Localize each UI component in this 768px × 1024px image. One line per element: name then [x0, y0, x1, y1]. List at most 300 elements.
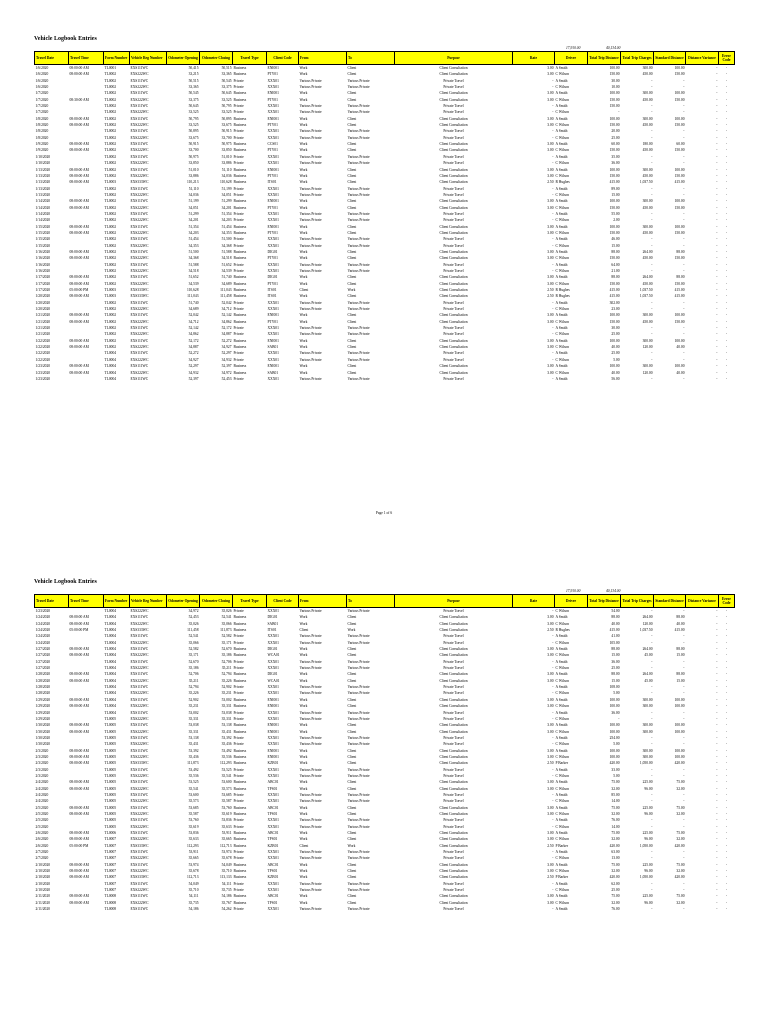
cell-purpose: Private Travel [443, 685, 464, 690]
cell-purpose: Client Consultation [439, 224, 468, 229]
cell-total-trip-distance: 60.00 [611, 142, 620, 147]
cell-travel-type: Private [233, 161, 244, 166]
cell-driver: A Smith [555, 129, 568, 134]
cell-error-code: - [725, 894, 728, 899]
cell-total-trip-distance: 88.00 [611, 249, 620, 254]
cell-total-trip-distance: 25.00 [611, 666, 620, 671]
cell-error-code: - [725, 875, 728, 880]
cell-vehicle-reg-number: EXS111WC [130, 881, 149, 886]
cell-from: Various Private [299, 640, 322, 645]
cell-error-code: - [725, 900, 728, 905]
cell-odometer-opening: 34,712 [188, 319, 199, 324]
cell-travel-date: 1/8/2020 [35, 123, 49, 128]
cell-odometer-closing: 34,689 [221, 281, 232, 286]
cell-vehicle-reg-number: EXS222WC [130, 135, 149, 140]
cell-form-number: TL0007 [104, 881, 117, 886]
cell-odometer-opening: 50,975 [188, 154, 199, 159]
cell-total-trip-charges: - [651, 850, 653, 855]
cell-purpose: Client Consultation [439, 900, 468, 905]
cell-rate: 2.50 [547, 843, 554, 848]
cell-client-code: XXX01 [267, 824, 279, 829]
cell-odometer-opening: 51,010 [188, 167, 199, 172]
cell-odometer-opening: 33,886 [188, 173, 199, 178]
cell-driver: A Smith [555, 142, 568, 147]
cell-odometer-closing: 35,026 [221, 609, 232, 613]
cell-error-code: - [725, 824, 728, 829]
cell-travel-type: Business [233, 338, 247, 343]
cell-form-number: TL0002 [104, 237, 117, 242]
cell-total-trip-distance: 5.00 [613, 691, 620, 696]
cell-client-code: ENI001 [267, 338, 279, 343]
cell-odometer-closing: 51,588 [221, 249, 232, 254]
cell-odometer-closing: 33,675 [221, 123, 232, 128]
cell-odometer-closing: 35,710 [221, 869, 232, 874]
cell-odometer-closing: 51,199 [221, 186, 232, 191]
cell-total-trip-charges: - [651, 716, 653, 721]
cell-travel-type: Business [233, 319, 247, 324]
cell-purpose: Private Travel [443, 773, 464, 778]
cell-travel-type: Business [233, 116, 247, 121]
cell-travel-date: 2/11/2020 [35, 894, 50, 899]
cell-rate: 3.00 [547, 281, 554, 286]
cell-rate: 3.00 [547, 313, 554, 318]
cell-form-number: TL0004 [104, 672, 117, 677]
cell-odometer-closing: 50,645 [221, 91, 232, 96]
cell-vehicle-reg-number: EXS333WC [130, 180, 149, 185]
cell-to: Client [347, 97, 357, 102]
cell-error-code: - [725, 685, 728, 690]
cell-purpose: Client Consultation [439, 780, 468, 785]
cell-driver: C Wilson [555, 205, 569, 210]
cell-to: Client [347, 167, 357, 172]
cell-total-trip-distance: 108.00 [609, 685, 620, 690]
cell-purpose: Client Consultation [439, 723, 468, 728]
cell-travel-time: 08:00:00 AM [69, 230, 89, 235]
cell-travel-type: Private [233, 85, 244, 90]
cell-odometer-closing: 52,142 [221, 313, 232, 318]
cell-error-code: - [725, 300, 728, 305]
cell-total-trip-distance: 302.00 [609, 300, 620, 305]
cell-error-code: - [725, 850, 728, 855]
cell-from: Various Private [299, 192, 322, 197]
cell-travel-date: 1/24/2020 [35, 615, 51, 620]
cell-client-code: ABC01 [267, 862, 279, 867]
cell-standard-distance: - [683, 161, 685, 166]
cell-total-trip-charges: - [651, 218, 653, 223]
cell-odometer-opening: 35,710 [188, 888, 199, 893]
cell-from: Work [299, 66, 308, 70]
cell-error-code: - [725, 831, 728, 836]
cell-travel-date: 2/3/2020 [35, 767, 49, 772]
cell-standard-distance: 100.00 [674, 66, 685, 70]
cell-odometer-closing: 34,203 [221, 218, 232, 223]
column-header-purpose: Purpose [395, 52, 513, 65]
cell-driver: A Smith [555, 313, 568, 318]
cell-travel-time: 08:00:00 AM [69, 761, 89, 766]
cell-driver: A Smith [555, 211, 568, 216]
cell-total-trip-charges: - [651, 691, 653, 696]
cell-driver: C Wilson [555, 345, 569, 350]
cell-odometer-closing: 35,436 [221, 742, 232, 747]
cell-odometer-closing: 35,186 [221, 653, 232, 658]
cell-travel-type: Business [233, 780, 247, 785]
cell-distance-variance: - [716, 761, 718, 766]
cell-travel-date: 1/14/2020 [35, 199, 51, 204]
cell-travel-type: Business [233, 729, 247, 734]
cell-odometer-closing: 50,975 [221, 142, 232, 147]
cell-travel-type: Business [233, 748, 247, 753]
cell-form-number: TL0002 [104, 97, 117, 102]
cell-odometer-opening: 52,297 [188, 364, 199, 369]
cell-standard-distance: - [683, 634, 685, 639]
cell-distance-variance: - [716, 269, 718, 273]
cell-rate: - [552, 262, 554, 267]
cell-from: Work [299, 812, 308, 816]
cell-from: Various Private [299, 792, 322, 797]
cell-vehicle-reg-number: EXS111WC [130, 376, 149, 381]
cell-to: Client [347, 281, 357, 286]
total-trip-distance: 17,910.00 [566, 589, 581, 593]
cell-total-trip-distance: 100.00 [609, 338, 620, 343]
cell-vehicle-reg-number: EXS222WC [130, 653, 149, 658]
cell-travel-type: Private [233, 666, 244, 671]
cell-client-code: XXX01 [267, 243, 279, 248]
cell-driver: C Wilson [555, 269, 569, 273]
cell-error-code: - [725, 66, 728, 70]
cell-from: Various Private [299, 376, 322, 381]
cell-distance-variance: - [716, 773, 718, 778]
cell-purpose: Private Travel [443, 850, 464, 855]
cell-driver: C Wilson [555, 812, 569, 816]
cell-to: Client [347, 672, 357, 677]
cell-distance-variance: - [716, 97, 718, 102]
cell-travel-date: 1/8/2020 [35, 135, 49, 140]
cell-total-trip-charges: - [651, 685, 653, 690]
cell-rate: - [552, 85, 554, 90]
cell-distance-variance: - [716, 205, 718, 210]
cell-odometer-closing: 34,368 [221, 243, 232, 248]
cell-rate: 3.00 [547, 370, 554, 375]
cell-standard-distance: 88.00 [676, 249, 685, 254]
cell-from: Work [299, 116, 308, 121]
cell-form-number: TL0004 [104, 370, 117, 375]
cell-standard-distance: - [683, 888, 685, 893]
cell-form-number: TL0005 [104, 812, 117, 816]
cell-vehicle-reg-number: EXS222WC [130, 824, 149, 829]
cell-rate: - [552, 78, 554, 83]
cell-standard-distance: - [683, 792, 685, 797]
cell-odometer-opening: 34,203 [188, 230, 199, 235]
cell-standard-distance: 100.00 [674, 754, 685, 759]
cell-form-number: TL0005 [104, 824, 117, 829]
cell-total-trip-charges: 300.00 [642, 66, 653, 70]
cell-rate: - [552, 332, 554, 337]
cell-travel-type: Business [233, 97, 247, 102]
cell-total-trip-charges: 300.00 [642, 754, 653, 759]
cell-travel-time: 08:00:00 AM [69, 199, 89, 204]
cell-distance-variance: - [716, 224, 718, 229]
cell-error-code: - [725, 364, 728, 369]
cell-client-code: XXX01 [267, 154, 279, 159]
cell-odometer-closing: 53,600 [221, 780, 232, 785]
cell-client-code: XXX01 [267, 691, 279, 696]
cell-form-number: TL0002 [104, 249, 117, 254]
cell-to: Work [347, 628, 356, 633]
cell-odometer-opening: 111,043 [187, 294, 199, 299]
cell-to: Client [347, 116, 357, 121]
cell-form-number: TL0004 [104, 364, 117, 369]
cell-odometer-opening: 52,142 [188, 326, 199, 331]
cell-total-trip-distance: 40.00 [611, 621, 620, 626]
cell-standard-distance: - [683, 767, 685, 772]
cell-total-trip-distance: 25.00 [611, 135, 620, 140]
cell-odometer-closing: 35,633 [221, 824, 232, 829]
cell-rate: 3.00 [547, 148, 554, 153]
cell-total-trip-charges: 450.00 [642, 97, 653, 102]
cell-error-code: - [725, 697, 728, 702]
cell-client-code: XXX01 [267, 888, 279, 893]
cell-odometer-closing: 52,582 [221, 634, 232, 639]
cell-from: Various Private [299, 104, 322, 109]
cell-client-code: XXX01 [267, 659, 279, 664]
cell-travel-type: Private [233, 881, 244, 886]
cell-from: Work [299, 875, 308, 880]
cell-distance-variance: - [716, 818, 718, 823]
cell-form-number: TL0007 [104, 843, 117, 848]
cell-form-number: TL0007 [104, 850, 117, 855]
cell-purpose: Client Consultation [439, 281, 468, 286]
cell-odometer-opening: 53,002 [188, 710, 199, 715]
cell-error-code: - [725, 256, 728, 261]
cell-total-trip-charges: - [651, 262, 653, 267]
cell-total-trip-charges: - [651, 742, 653, 747]
cell-to: Various Private [347, 332, 370, 337]
cell-travel-type: Business [233, 123, 247, 128]
cell-from: Various Private [299, 735, 322, 740]
cell-purpose: Private Travel [443, 307, 464, 312]
column-header-travel-time: Travel Time [69, 52, 104, 65]
cell-rate: - [552, 300, 554, 305]
cell-total-trip-distance: 14.00 [611, 824, 620, 829]
cell-total-trip-distance: 75.00 [611, 831, 620, 836]
cell-to: Various Private [347, 799, 370, 804]
cell-total-trip-charges: 96.00 [644, 837, 653, 842]
cell-odometer-closing: 54,111 [221, 881, 232, 886]
cell-error-code: - [725, 704, 728, 709]
cell-purpose: Client Consultation [439, 843, 468, 848]
cell-rate: - [552, 326, 554, 331]
cell-client-code: WCA01 [267, 653, 280, 658]
cell-driver: A Smith [555, 262, 568, 267]
cell-client-code: SAB01 [267, 621, 279, 626]
cell-client-code: PTY01 [267, 205, 278, 210]
cell-vehicle-reg-number: EXS333WC [130, 288, 149, 293]
cell-driver: A Smith [555, 850, 568, 855]
cell-distance-variance: - [716, 123, 718, 128]
cell-vehicle-reg-number: EXS222WC [130, 256, 149, 261]
cell-travel-date: 1/30/2020 [35, 735, 51, 740]
cell-rate: 3.00 [547, 862, 554, 867]
cell-standard-distance: - [683, 666, 685, 671]
cell-purpose: Client Consultation [439, 647, 468, 652]
cell-to: Client [347, 748, 357, 753]
cell-from: Work [299, 230, 308, 235]
cell-vehicle-reg-number: EXS222WC [130, 332, 149, 337]
cell-distance-variance: - [716, 173, 718, 178]
cell-travel-type: Private [233, 192, 244, 197]
cell-form-number: TL0003 [104, 288, 117, 293]
cell-total-trip-charges: - [651, 640, 653, 645]
cell-travel-date: 2/5/2020 [35, 824, 49, 829]
table-row [35, 376, 735, 382]
cell-total-trip-distance: 150.00 [609, 72, 620, 77]
cell-travel-date: 2/6/2020 [35, 831, 49, 836]
cell-error-code: - [725, 154, 728, 159]
cell-to: Client [347, 345, 357, 350]
cell-to: Various Private [347, 85, 370, 90]
cell-standard-distance: 150.00 [674, 230, 685, 235]
cell-odometer-closing: 52,297 [221, 351, 232, 356]
cell-travel-time: 08:00:00 AM [69, 672, 89, 677]
cell-travel-type: Private [233, 799, 244, 804]
cell-odometer-closing: 53,760 [221, 805, 232, 810]
cell-to: Work [347, 843, 356, 848]
cell-client-code: PTY01 [267, 319, 278, 324]
cell-client-code: XXX01 [267, 666, 279, 671]
cell-odometer-closing: 53,685 [221, 792, 232, 797]
cell-total-trip-charges: 300.00 [642, 748, 653, 753]
cell-form-number: TL0007 [104, 869, 117, 874]
cell-travel-type: Private [233, 211, 244, 216]
cell-to: Various Private [347, 307, 370, 312]
cell-distance-variance: - [716, 192, 718, 197]
cell-error-code: - [725, 326, 728, 331]
cell-odometer-opening: 35,678 [188, 869, 199, 874]
cell-vehicle-reg-number: EXS111WC [130, 792, 149, 797]
cell-distance-variance: - [716, 907, 718, 912]
cell-error-code: - [725, 767, 728, 772]
cell-distance-variance: - [716, 615, 718, 620]
cell-from: Various Private [299, 856, 322, 861]
cell-travel-time: 08:00:00 AM [69, 831, 89, 836]
cell-form-number: TL0002 [104, 142, 117, 147]
cell-purpose: Client Consultation [439, 812, 468, 816]
cell-purpose: Client Consultation [439, 167, 468, 172]
cell-to: Client [347, 697, 357, 702]
cell-driver: C Wilson [555, 357, 569, 362]
cell-odometer-closing: 50,795 [221, 104, 232, 109]
cell-to: Client [347, 275, 357, 280]
cell-error-code: - [725, 837, 728, 842]
cell-standard-distance: 150.00 [674, 256, 685, 261]
cell-rate: - [552, 773, 554, 778]
cell-form-number: TL0005 [104, 748, 117, 753]
cell-odometer-opening: 34,689 [188, 307, 199, 312]
cell-total-trip-distance: 150.00 [609, 230, 620, 235]
cell-odometer-opening: 53,525 [188, 780, 199, 785]
cell-travel-time: 05:00:00 PM [69, 288, 89, 293]
cell-to: Client [347, 831, 357, 836]
cell-vehicle-reg-number: EXS111WC [130, 710, 149, 715]
cell-travel-type: Business [233, 148, 247, 153]
cell-standard-distance: 150.00 [674, 205, 685, 210]
cell-from: Various Private [299, 243, 322, 248]
cell-travel-date: 1/27/2020 [35, 653, 51, 658]
cell-driver: A Smith [555, 818, 568, 823]
cell-to: Various Private [347, 129, 370, 134]
cell-rate: 3.00 [547, 256, 554, 261]
cell-driver: A Smith [555, 659, 568, 664]
cell-driver: A Smith [555, 634, 568, 639]
cell-distance-variance: - [716, 199, 718, 204]
cell-to: Various Private [347, 710, 370, 715]
cell-odometer-closing: 52,042 [221, 300, 232, 305]
cell-standard-distance: 75.00 [676, 805, 685, 810]
cell-driver: A Smith [555, 66, 568, 70]
cell-travel-date: 1/24/2020 [35, 640, 51, 645]
cell-odometer-opening: 33,850 [188, 161, 199, 166]
cell-to: Work [347, 288, 356, 293]
cell-travel-date: 1/30/2020 [35, 729, 51, 734]
cell-rate: - [552, 357, 554, 362]
cell-vehicle-reg-number: EXS333WC [130, 843, 149, 848]
cell-purpose: Client Consultation [439, 294, 468, 299]
cell-total-trip-distance: 150.00 [609, 319, 620, 324]
cell-total-trip-charges: 1,050.00 [639, 875, 653, 880]
cell-purpose: Private Travel [443, 767, 464, 772]
column-header-purpose: Purpose [395, 595, 513, 608]
cell-standard-distance: 88.00 [676, 275, 685, 280]
cell-standard-distance: - [683, 824, 685, 829]
cell-standard-distance: - [683, 799, 685, 804]
cell-error-code: - [725, 748, 728, 753]
cell-error-code: - [725, 307, 728, 312]
cell-purpose: Private Travel [443, 332, 464, 337]
cell-odometer-closing: 35,767 [221, 900, 232, 905]
cell-error-code: - [725, 142, 728, 147]
cell-from: Work [299, 224, 308, 229]
cell-from: Various Private [299, 666, 322, 671]
cell-total-trip-distance: - [618, 110, 620, 115]
cell-vehicle-reg-number: EXS111WC [130, 199, 149, 204]
cell-standard-distance: - [683, 104, 685, 109]
cell-travel-date: 1/29/2020 [35, 697, 51, 702]
cell-total-trip-distance: 100.00 [609, 116, 620, 121]
cell-client-code: XXX01 [267, 376, 279, 381]
cell-client-code: XXX01 [267, 735, 279, 740]
cell-travel-time: 08:00:00 AM [69, 281, 89, 286]
cell-odometer-closing: 34,051 [221, 192, 232, 197]
cell-total-trip-distance: 415.00 [609, 288, 620, 293]
cell-form-number: TL0004 [104, 357, 117, 362]
cell-odometer-opening: 111,873 [187, 761, 199, 766]
cell-to: Client [347, 723, 357, 728]
cell-standard-distance: - [683, 742, 685, 747]
cell-to: Client [347, 173, 357, 178]
cell-to: Client [347, 319, 357, 324]
cell-travel-date: 1/7/2020 [35, 97, 49, 102]
cell-form-number: TL0004 [104, 678, 117, 683]
cell-travel-date: 1/30/2020 [35, 742, 51, 747]
cell-travel-time: 08:00:00 AM [69, 256, 89, 261]
cell-total-trip-charges: 96.00 [644, 900, 653, 905]
cell-from: Various Private [299, 154, 322, 159]
cell-odometer-closing: 52,670 [221, 647, 232, 652]
cell-purpose: Client Consultation [439, 653, 468, 658]
cell-error-code: - [725, 199, 728, 204]
cell-odometer-opening: 34,036 [188, 192, 199, 197]
cell-driver: C Wilson [555, 786, 569, 791]
